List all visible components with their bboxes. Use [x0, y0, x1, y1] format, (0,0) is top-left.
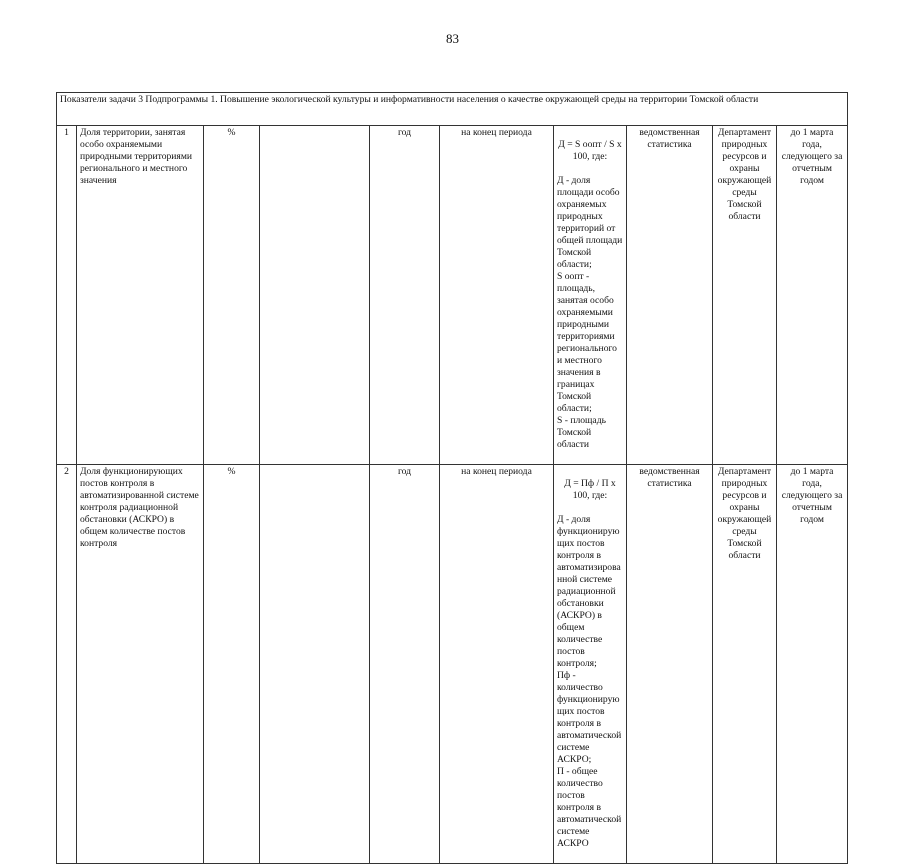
- table-row: [57, 126, 848, 465]
- data-source: ведомственная статистика: [627, 126, 713, 465]
- empty-cell: [260, 465, 370, 864]
- calculation-formula: [554, 465, 627, 864]
- unit-of-measure: %: [204, 465, 260, 864]
- responsible-department: Департамент природных ресурсов и охраны окружающей среды Томской области: [713, 126, 777, 465]
- row-number: 1: [57, 126, 77, 465]
- indicators-table: [56, 92, 848, 864]
- periodicity: год: [370, 126, 440, 465]
- page-number: 83: [446, 31, 459, 46]
- reporting-deadline: до 1 марта года, следующего за отчетным годом: [777, 126, 848, 465]
- section-header: Показатели задачи 3 Подпрограммы 1. Повышение экологической культуры и информативности населения о качестве окружающей среды на территории Томской области: [57, 93, 848, 126]
- responsible-department: Департамент природных ресурсов и охраны окружающей среды Томской области: [713, 465, 777, 864]
- reporting-deadline: до 1 марта года, следующего за отчетным годом: [777, 465, 848, 864]
- formula-description: Д - доля площади особо охраняемых природных территорий от общей площади Томской области; S оопт - площадь, занятая особо охраняемыми природными территориями регионального и местного значения в границах Томской области; S - площадь Томской области: [557, 175, 623, 450]
- time-characteristic: на конец периода: [440, 465, 554, 864]
- indicator-name: Доля территории, занятая особо охраняемыми природными территориями регионального и местного значения: [77, 126, 204, 465]
- periodicity: год: [370, 465, 440, 864]
- calculation-formula: [554, 126, 627, 465]
- formula-head: Д = Пф / П x 100, где:: [564, 478, 616, 501]
- unit-of-measure: %: [204, 126, 260, 465]
- empty-cell: [260, 126, 370, 465]
- section-header-row: [57, 93, 848, 126]
- formula-head: Д = S оопт / S x 100, где:: [558, 139, 622, 162]
- data-source: ведомственная статистика: [627, 465, 713, 864]
- time-characteristic: на конец периода: [440, 126, 554, 465]
- table-row: [57, 465, 848, 864]
- indicator-name: Доля функционирующих постов контроля в автоматизированной системе контроля радиационной обстановки (АСКРО) в общем количестве постов контроля: [77, 465, 204, 864]
- formula-description: Д - доля функционирующих постов контроля в автоматизированной системе радиационной обстановки (АСКРО) в общем количестве постов контроля; Пф - количество функционирующих постов контроля в автоматической системе АСКРО; П - общее количество постов контроля в автоматической системе АСКРО: [557, 514, 622, 849]
- row-number: 2: [57, 465, 77, 864]
